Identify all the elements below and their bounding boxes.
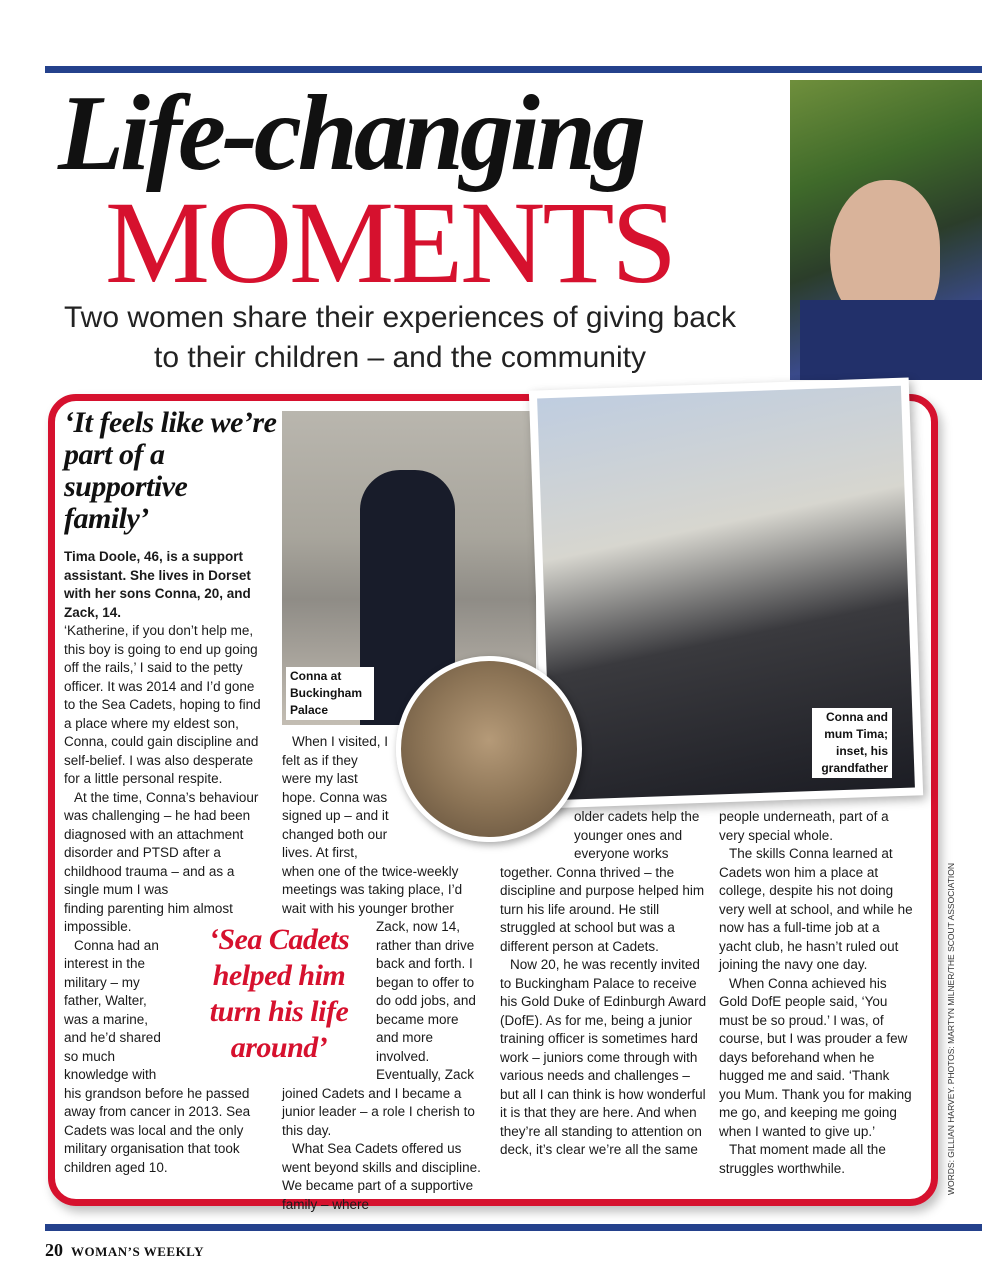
selfie-caption: Conna and mum Tima; inset, his grandfather xyxy=(812,708,892,778)
paragraph: Now 20, he was recently invited to Buckingham Palace to receive his Gold Duke of Edinburgh Award (DofE). As for me, being a junior training officer is sometimes hard work – juniors come through with various needs and challenges – but all I can think is how wonderful it is that they are here. And when they’re all standing to attention on deck, it’s clear we’re all the same xyxy=(500,957,707,1157)
paragraph: ‘Katherine, if you don’t help me, this boy is going to end up going off the rails,’ I said to the petty officer. It was 2014 and I’d gone to the Sea Cadets, hoping to find a place where my eldest son, Conna, could gain discipline and self-belief. I was also desperate for a little personal respite. xyxy=(64,623,261,786)
paragraph: finding parenting him almost impossible. xyxy=(64,900,233,934)
standfirst: Two women share their experiences of giving back to their children – and the community xyxy=(63,301,736,374)
paragraph: When I visited, I felt as if they were my last hope. Conna was signed up – and it changed both our lives. At first, when one of the twice-weekly meetings was taking place, I’d wait with his younger brother xyxy=(282,734,463,916)
paragraph: Eventually, Zack joined Cadets and I became a junior leader – a role I cherish to this day. xyxy=(282,1067,475,1138)
paragraph: What Sea Cadets offered us went beyond skills and discipline. We became part of a supportive family – where xyxy=(282,1141,481,1212)
article-intro: Tima Doole, 46, is a support assistant. She lives in Dorset with her sons Conna, 20, and Zack, 14. xyxy=(64,549,251,620)
top-rule xyxy=(45,66,982,73)
paragraph: people underneath, part of a very special whole. xyxy=(719,809,889,843)
pull-quote: ‘Sea Cadets helped him turn his life around’ xyxy=(208,923,350,1064)
column-1 xyxy=(64,548,269,1177)
title-line-1: Life-changing xyxy=(58,74,642,193)
title-line-2: MOMENTS xyxy=(105,177,675,308)
paragraph: At the time, Conna’s behaviour was challenging – he had been diagnosed with an attachment disorder and PTSD after a childhood trauma – and as a single mum I was xyxy=(64,789,259,897)
scout-uniform xyxy=(800,300,982,380)
column-4 xyxy=(719,808,914,1178)
inset-gap xyxy=(500,808,574,846)
page-number: 20 xyxy=(45,1240,63,1260)
paragraph: When Conna achieved his Gold DofE people said, ‘You must be so proud.’ I was, of course, but I was prouder a few days beforehand when he hugged me and said. ‘Thank you Mum. Thank you for making me go, and keeping me going when I wanted to give up.’ xyxy=(719,975,912,1139)
paragraph: The skills Conna learned at Cadets won him a place at college, despite his not doing very well at school, and while he now has a full-time job at a yacht club, he hasn’t ruled out joining the navy one day. xyxy=(719,846,913,972)
column-3 xyxy=(500,808,710,1160)
page-footer xyxy=(45,1240,204,1261)
paragraph: That moment made all the struggles worthwhile. xyxy=(719,1142,886,1176)
article-heading: ‘It feels like we’re part of a supportive family’ xyxy=(64,406,277,535)
paragraph: Conna had an interest in the military – my father, Walter, was a marine, xyxy=(64,937,159,1027)
magazine-name: WOMAN’S WEEKLY xyxy=(71,1244,205,1259)
paragraph: together. Conna thrived – the discipline and purpose helped him turn his life around. He still struggled at school but was a different person at Cadets. xyxy=(500,864,705,954)
paragraph: Zack, now 14, rather than drive back and forth. I began to offer to do odd jobs, and became more and more involved. xyxy=(376,919,476,1064)
paragraph: older cadets help the younger ones and everyone works xyxy=(574,809,700,861)
bottom-rule xyxy=(45,1224,982,1231)
photo-credit: WORDS: GILLIAN HARVEY. PHOTOS: MARTYN MILNER/THE SCOUT ASSOCIATION xyxy=(946,862,956,1195)
paragraph: and he’d shared so much knowledge with his grandson before he passed away from cancer in 2013. Sea Cadets was local and the only military organisation that took children aged 10. xyxy=(64,1030,251,1175)
palace-caption: Conna at Buckingham Palace xyxy=(286,667,374,720)
